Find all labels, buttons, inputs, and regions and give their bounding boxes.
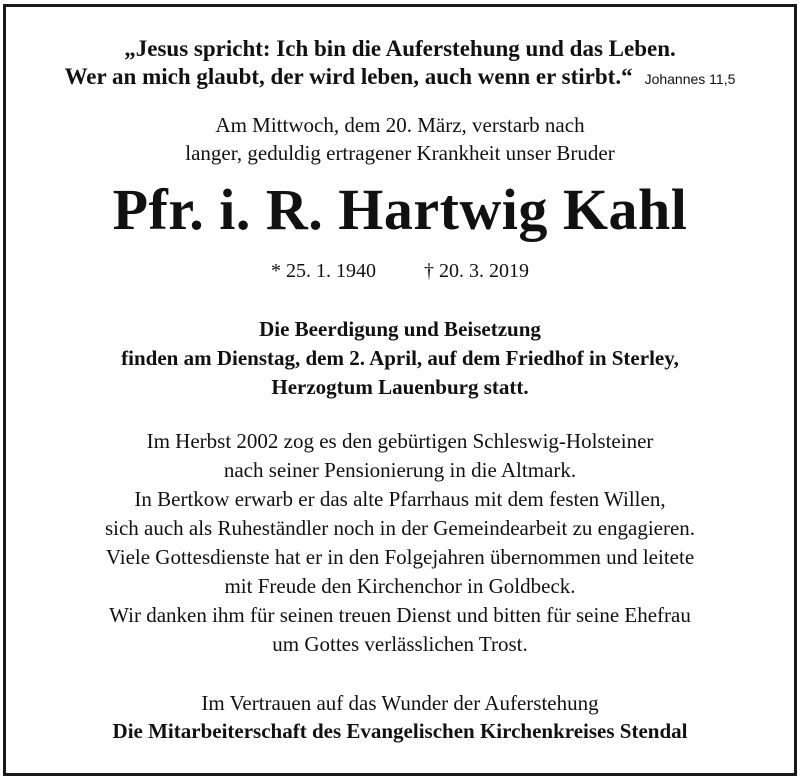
closing-line: Im Vertrauen auf das Wunder der Auferstehung xyxy=(201,691,599,715)
bible-quote-line-1 xyxy=(6,37,794,60)
signature-line: Die Mitarbeiterschaft des Evangelischen Kirchenkreises Stendal xyxy=(112,719,688,743)
life-dates xyxy=(6,261,794,281)
funeral-line-3: Herzogtum Lauenburg statt. xyxy=(271,375,529,399)
bible-quote-line-2 xyxy=(6,65,794,88)
funeral-line-2: finden am Dienstag, dem 2. April, auf dem Friedhof in Sterley, xyxy=(121,346,679,370)
tribute-line-6: mit Freude den Kirchenchor in Goldbeck. xyxy=(224,574,576,598)
bible-reference: Johannes 11,5 xyxy=(644,71,736,87)
obituary-notice xyxy=(3,4,797,776)
tribute-line-5: Viele Gottesdienste hat er in den Folgejahren übernommen und leitete xyxy=(105,545,695,569)
funeral-line-1: Die Beerdigung und Beisetzung xyxy=(259,317,541,341)
bible-quote-text-2: Wer an mich glaubt, der wird leben, auch wenn er stirbt.“ xyxy=(64,64,633,89)
intro-line-1: Am Mittwoch, dem 20. März, verstarb nach xyxy=(215,113,585,137)
birth-date: * 25. 1. 1940 xyxy=(271,260,376,282)
deceased-name: Pfr. i. R. Hartwig Kahl xyxy=(112,177,688,242)
tribute-line-7: Wir danken ihm für seinen treuen Dienst und bitten für seine Ehefrau xyxy=(109,603,691,627)
death-date: † 20. 3. 2019 xyxy=(424,260,529,282)
tribute-line-2: nach seiner Pensionierung in die Altmark. xyxy=(223,458,577,482)
tribute-line-1: Im Herbst 2002 zog es den gebürtigen Schleswig-Holsteiner xyxy=(146,429,654,453)
tribute-line-8: um Gottes verlässlichen Trost. xyxy=(272,632,528,656)
tribute-line-3: In Bertkow erwarb er das alte Pfarrhaus mit dem festen Willen, xyxy=(134,487,666,511)
tribute-line-4: sich auch als Ruheständler noch in der Gemeindearbeit zu engagieren. xyxy=(104,516,696,540)
bible-quote-text-1: „Jesus spricht: Ich bin die Auferstehung und das Leben. xyxy=(124,36,676,61)
intro-line-2: langer, geduldig ertragener Krankheit unser Bruder xyxy=(185,141,615,165)
